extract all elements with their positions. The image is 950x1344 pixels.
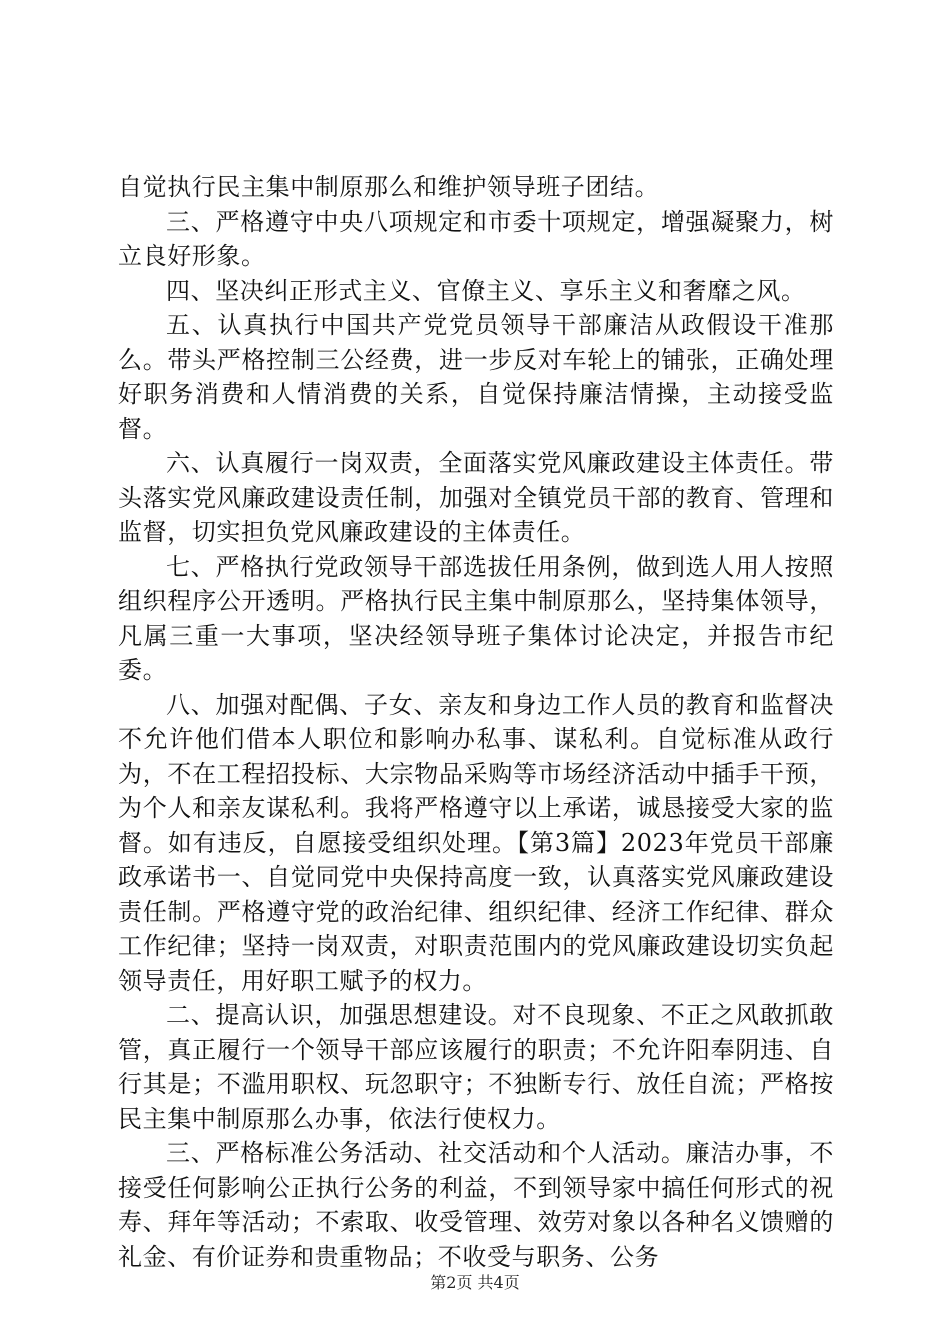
paragraph: 自觉执行民主集中制原那么和维护领导班子团结。 bbox=[118, 173, 660, 201]
paragraph: 八、加强对配偶、子女、亲友和身边工作人员的教育和监督决不允许他们借本人职位和影响办私事、谋私利。自觉标准从政行为，不在工程招投标、大宗物品采购等市场经济活动中插手干预，为个人和亲友谋私利。我将严格遵守以上承诺，诚恳接受大家的监督。如有违反，自愿接受组织处理。【第3篇】2023年党员干部廉政承诺书一、自觉同党中央保持高度一致，认真落实党风廉政建设责任制。严格遵守党的政治纪律、组织纪律、经济工作纪律、群众工作纪律；坚持一岗双责，对职责范围内的党风廉政建设切实负起领导责任，用好职工赋予的权力。 bbox=[118, 690, 834, 995]
paragraph: 五、认真执行中国共产党党员领导干部廉洁从政假设干准那么。带头严格控制三公经费，进一步反对车轮上的铺张，正确处理好职务消费和人情消费的关系，自觉保持廉洁情操，主动接受监督。 bbox=[118, 311, 834, 443]
paragraph: 三、严格标准公务活动、社交活动和个人活动。廉洁办事，不接受任何影响公正执行公务的利益，不到领导家中搞任何形式的祝寿、拜年等活动；不索取、收受管理、效劳对象以各种名义馈赠的礼金、有价证券和贵重物品；不收受与职务、公务 bbox=[118, 1139, 834, 1271]
paragraph: 四、坚决纠正形式主义、官僚主义、享乐主义和奢靡之风。 bbox=[166, 276, 806, 305]
paragraph: 六、认真履行一岗双责，全面落实党风廉政建设主体责任。带头落实党风廉政建设责任制，加强对全镇党员干部的教育、管理和监督，切实担负党风廉政建设的主体责任。 bbox=[118, 449, 834, 546]
paragraph: 七、严格执行党政领导干部选拔任用条例，做到选人用人按照组织程序公开透明。严格执行民主集中制原那么，坚持集体领导，凡属三重一大事项，坚决经领导班子集体讨论决定，并报告市纪委。 bbox=[118, 552, 834, 684]
document-body bbox=[118, 170, 834, 1274]
paragraph: 二、提高认识，加强思想建设。对不良现象、不正之风敢抓敢管，真正履行一个领导干部应该履行的职责；不允许阳奉阴违、自行其是；不滥用职权、玩忽职守；不独断专行、放任自流；严格按民主集中制原那么办事，依法行使权力。 bbox=[118, 1001, 834, 1133]
page-footer: 第2页 共4页 bbox=[430, 1273, 520, 1292]
paragraph: 三、严格遵守中央八项规定和市委十项规定，增强凝聚力，树立良好形象。 bbox=[118, 207, 834, 270]
